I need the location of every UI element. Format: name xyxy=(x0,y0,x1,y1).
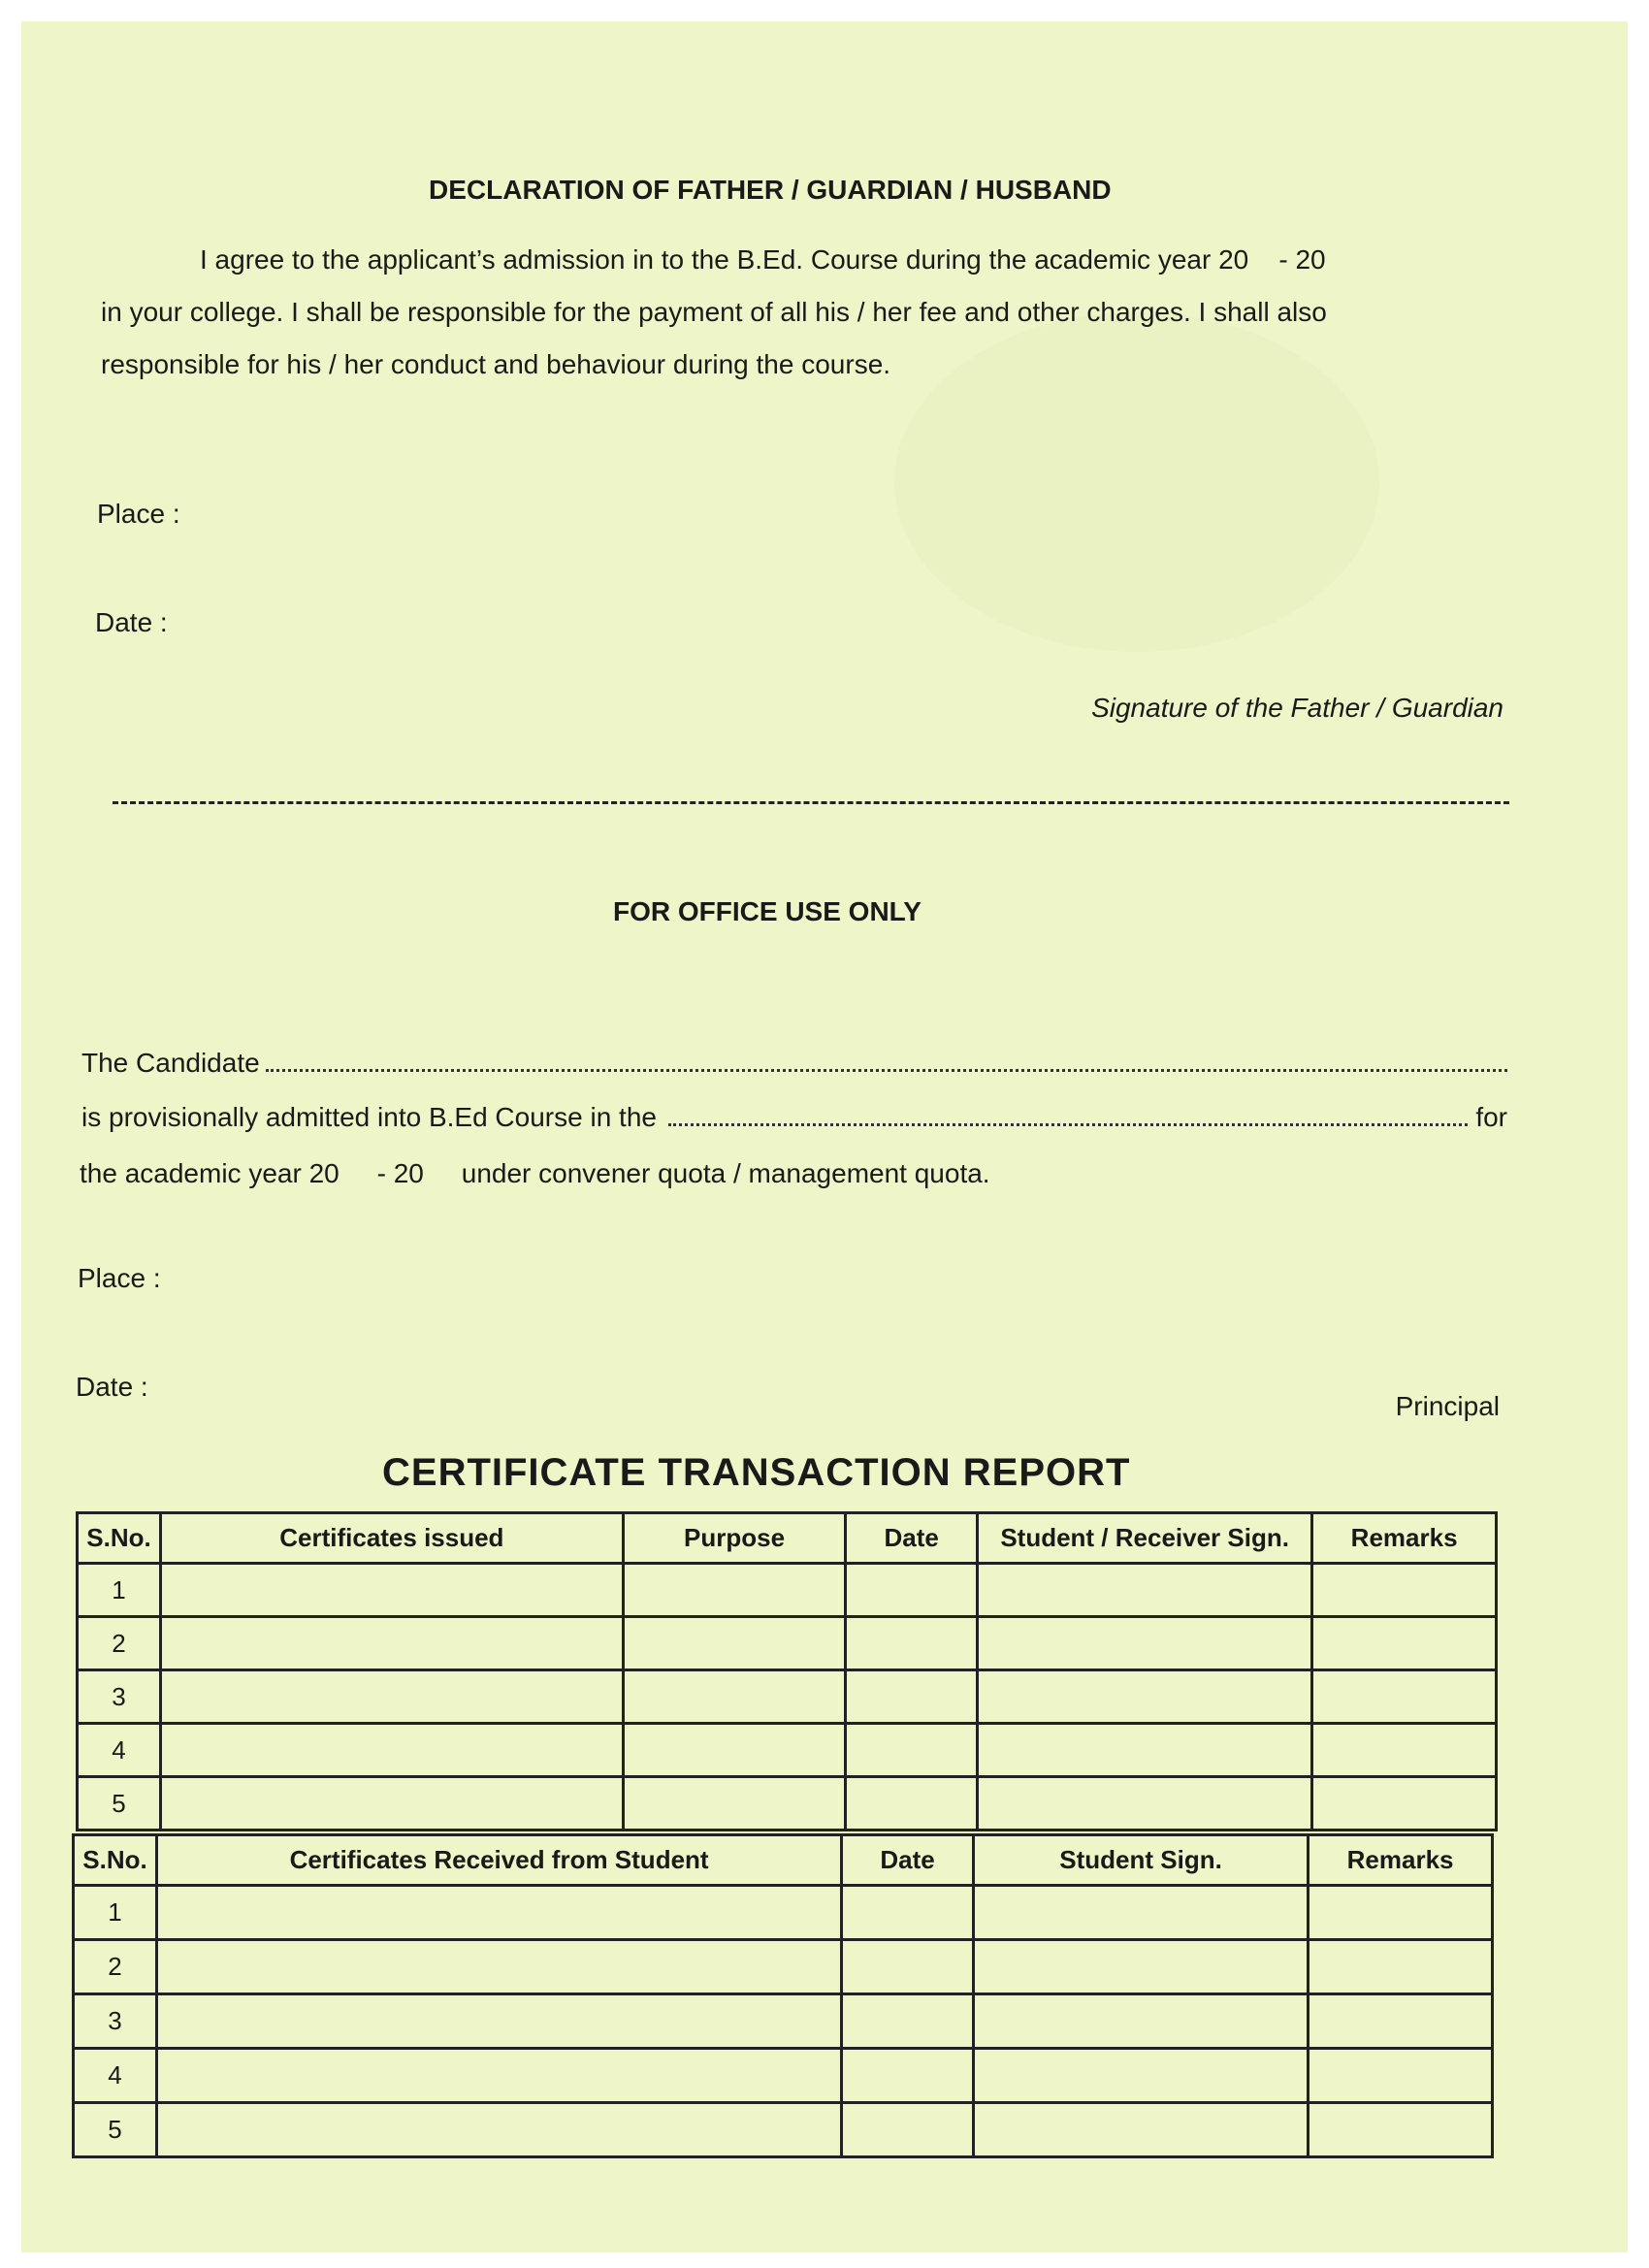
table-cell[interactable] xyxy=(846,1777,978,1831)
document-page xyxy=(21,21,1628,2252)
table-cell[interactable] xyxy=(846,1670,978,1724)
candidate-label: The Candidate xyxy=(81,1048,260,1078)
table-cell[interactable] xyxy=(842,2049,974,2103)
show-through-watermark xyxy=(894,312,1379,652)
table-cell[interactable] xyxy=(973,1940,1308,1994)
admitted-text: is provisionally admitted into B.Ed Course in the xyxy=(81,1102,657,1132)
admitted-line xyxy=(81,1090,1507,1145)
table-cell[interactable] xyxy=(1309,1940,1493,1994)
table-cell[interactable] xyxy=(623,1564,846,1617)
table-cell[interactable] xyxy=(973,1994,1308,2049)
table-cell[interactable] xyxy=(1312,1670,1497,1724)
declaration-line-2: in your college. I shall be responsible for the payment of all his / her fee and other charges. I shall also xyxy=(101,297,1327,327)
table-row xyxy=(74,1994,1493,2049)
table-cell[interactable] xyxy=(156,1994,841,2049)
row-number: 2 xyxy=(78,1617,161,1670)
table-cell[interactable] xyxy=(160,1617,623,1670)
declaration-line-3: responsible for his / her conduct and behaviour during the course. xyxy=(101,349,891,379)
table-cell[interactable] xyxy=(978,1617,1312,1670)
row-number: 4 xyxy=(74,2049,157,2103)
table-cell[interactable] xyxy=(1309,1886,1493,1940)
table-cell[interactable] xyxy=(842,1886,974,1940)
table-row xyxy=(78,1670,1497,1724)
table-cell[interactable] xyxy=(156,1940,841,1994)
table-cell[interactable] xyxy=(842,2103,974,2157)
table-cell[interactable] xyxy=(1312,1617,1497,1670)
table-cell[interactable] xyxy=(160,1564,623,1617)
table-cell[interactable] xyxy=(846,1617,978,1670)
table-cell[interactable] xyxy=(1312,1724,1497,1777)
table-row xyxy=(74,2103,1493,2157)
table-cell[interactable] xyxy=(842,1994,974,2049)
table-cell[interactable] xyxy=(623,1777,846,1831)
certificates-issued-table xyxy=(76,1511,1498,1831)
table-cell[interactable] xyxy=(623,1617,846,1670)
report-title: CERTIFICATE TRANSACTION REPORT xyxy=(382,1451,1131,1494)
table-cell[interactable] xyxy=(978,1777,1312,1831)
row-number: 1 xyxy=(78,1564,161,1617)
table-row xyxy=(78,1777,1497,1831)
table-cell[interactable] xyxy=(156,2049,841,2103)
declaration-title: DECLARATION OF FATHER / GUARDIAN / HUSBAND xyxy=(429,175,1112,205)
row-number: 2 xyxy=(74,1940,157,1994)
table-row xyxy=(78,1724,1497,1777)
college-name-field[interactable] xyxy=(668,1102,1468,1126)
issued-header-date: Date xyxy=(846,1513,978,1564)
principal-label: Principal xyxy=(1395,1391,1500,1421)
table-cell[interactable] xyxy=(978,1564,1312,1617)
table-cell[interactable] xyxy=(160,1777,623,1831)
table-row xyxy=(74,1886,1493,1940)
received-header-student-sign: Student Sign. xyxy=(973,1835,1308,1886)
declaration-line-1: I agree to the applicant’s admission in to the B.Ed. Course during the academic year 20 - 20 xyxy=(200,244,1326,275)
table-cell[interactable] xyxy=(842,1940,974,1994)
received-header-date: Date xyxy=(842,1835,974,1886)
table-cell[interactable] xyxy=(1312,1564,1497,1617)
row-number: 5 xyxy=(74,2103,157,2157)
table-cell[interactable] xyxy=(973,2049,1308,2103)
office-date-label: Date : xyxy=(76,1372,148,1402)
received-header-remarks: Remarks xyxy=(1309,1835,1493,1886)
table-cell[interactable] xyxy=(623,1724,846,1777)
row-number: 3 xyxy=(74,1994,157,2049)
table-cell[interactable] xyxy=(160,1670,623,1724)
office-place-label: Place : xyxy=(78,1263,161,1293)
table-row xyxy=(74,1940,1493,1994)
row-number: 5 xyxy=(78,1777,161,1831)
table-row xyxy=(78,1564,1497,1617)
table-cell[interactable] xyxy=(160,1724,623,1777)
office-use-title: FOR OFFICE USE ONLY xyxy=(613,896,922,926)
table-cell[interactable] xyxy=(846,1724,978,1777)
table-cell[interactable] xyxy=(1309,1994,1493,2049)
table-cell[interactable] xyxy=(973,1886,1308,1940)
received-header-row xyxy=(74,1835,1493,1886)
certificates-received-table xyxy=(72,1833,1494,2158)
row-number: 3 xyxy=(78,1670,161,1724)
issued-header-remarks: Remarks xyxy=(1312,1513,1497,1564)
father-guardian-signature-label: Signature of the Father / Guardian xyxy=(1091,693,1504,723)
table-cell[interactable] xyxy=(1309,2049,1493,2103)
table-cell[interactable] xyxy=(846,1564,978,1617)
table-cell[interactable] xyxy=(978,1670,1312,1724)
candidate-name-field[interactable] xyxy=(266,1048,1507,1072)
table-cell[interactable] xyxy=(1312,1777,1497,1831)
table-cell[interactable] xyxy=(978,1724,1312,1777)
section-divider xyxy=(113,801,1509,804)
table-cell[interactable] xyxy=(156,2103,841,2157)
table-row xyxy=(74,2049,1493,2103)
for-text: for xyxy=(1475,1102,1507,1132)
table-cell[interactable] xyxy=(1309,2103,1493,2157)
table-row xyxy=(78,1617,1497,1670)
table-cell[interactable] xyxy=(623,1670,846,1724)
issued-header-purpose: Purpose xyxy=(623,1513,846,1564)
academic-year-line: the academic year 20 - 20 under convener quota / management quota. xyxy=(80,1158,990,1188)
received-header-certificates: Certificates Received from Student xyxy=(156,1835,841,1886)
declaration-place-label: Place : xyxy=(97,499,180,529)
declaration-date-label: Date : xyxy=(95,607,168,637)
table-cell[interactable] xyxy=(973,2103,1308,2157)
candidate-line xyxy=(81,1036,1507,1090)
issued-header-receiver-sign: Student / Receiver Sign. xyxy=(978,1513,1312,1564)
received-header-sno: S.No. xyxy=(74,1835,157,1886)
table-cell[interactable] xyxy=(156,1886,841,1940)
issued-header-certificates: Certificates issued xyxy=(160,1513,623,1564)
issued-header-row xyxy=(78,1513,1497,1564)
row-number: 4 xyxy=(78,1724,161,1777)
row-number: 1 xyxy=(74,1886,157,1940)
issued-header-sno: S.No. xyxy=(78,1513,161,1564)
